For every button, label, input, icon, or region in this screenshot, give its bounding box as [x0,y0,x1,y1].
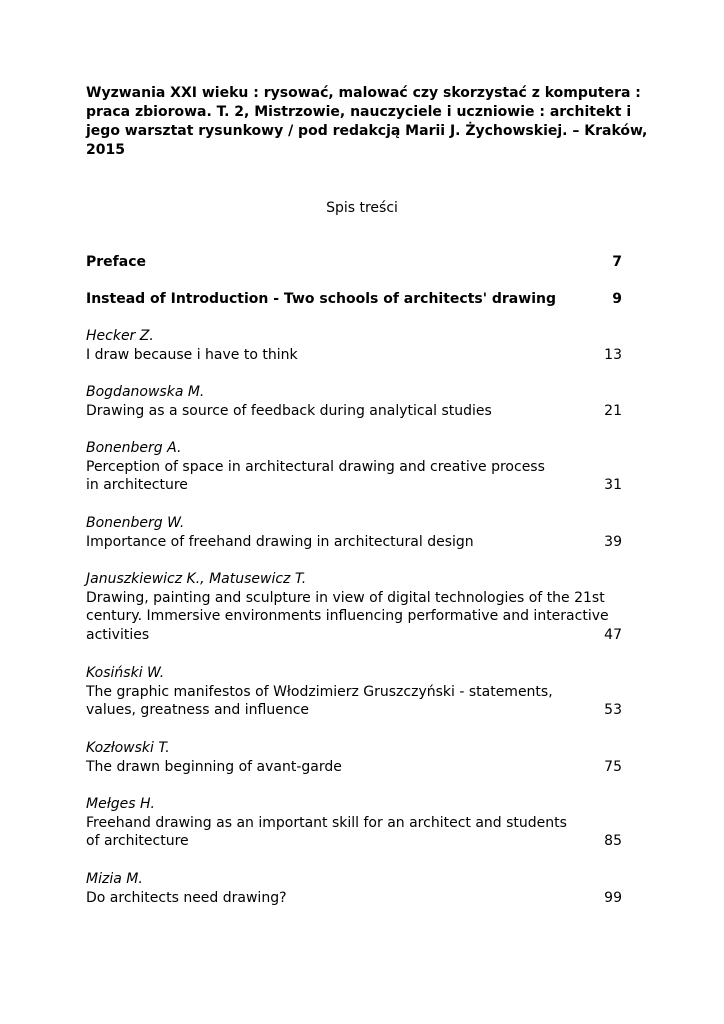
entry-page-number: 99 [604,889,622,906]
toc-entry [86,870,622,907]
entry-author: Hecker Z. [86,328,154,344]
toc-title: Spis treści [326,200,398,216]
entry-author: Mełges H. [86,796,155,812]
entry-title-line: Drawing as a source of feedback during analytical studies 21 [86,402,622,419]
entry-page-number: 13 [604,346,622,363]
entry-author: Kozłowski T. [86,740,170,756]
entry-title-line: Importance of freehand drawing in architectural design 39 [86,533,622,550]
header-line: Wyzwania XXI wieku : rysować, malować czy skorzystać z komputera : [86,85,641,101]
entry-author: Januszkiewicz K., Matusewicz T. [86,571,307,587]
toc-entry [86,795,622,851]
entry-title-line: Do architects need drawing? 99 [86,889,622,906]
entry-page-number: 75 [604,758,622,775]
entry-page-number: 85 [604,833,622,850]
entry-title-line: Freehand drawing as an important skill for an architect and students [86,814,567,831]
toc-entry [86,253,622,272]
entry-title-line: Preface 7 [86,254,622,270]
entry-author: Bonenberg W. [86,515,185,531]
header-line: 2015 [86,142,125,158]
entry-page-number: 31 [604,477,622,494]
toc-entry [86,514,622,551]
entry-title-line: Perception of space in architectural drawing and creative process [86,458,545,475]
entry-author: Bogdanowska M. [86,384,205,400]
entry-title-line: in architecture 31 [86,477,622,494]
header-line: praca zbiorowa. T. 2, Mistrzowie, nauczyciele i uczniowie : architekt i [86,104,632,120]
toc-entry [86,739,622,776]
header-line: jego warsztat rysunkowy / pod redakcją Marii J. Żychowskiej. – Kraków, [86,123,648,139]
bibliographic-header [86,84,646,160]
entry-title-line: of architecture 85 [86,833,622,850]
entry-title-line: The drawn beginning of avant-garde 75 [86,758,622,775]
toc-entry [86,439,622,495]
toc-entry [86,664,622,720]
toc-entry [86,290,622,309]
entry-page-number: 47 [604,627,622,644]
entry-page-number: 39 [604,533,622,550]
entry-page-number: 9 [612,291,622,307]
entry-title-line: I draw because i have to think 13 [86,346,622,363]
entry-title-line: Drawing, painting and sculpture in view of digital technologies of the 21st [86,589,605,606]
entry-author: Kosiński W. [86,665,165,681]
toc-entry [86,327,622,364]
entry-title-line: values, greatness and influence 53 [86,702,622,719]
toc-entry [86,570,622,645]
entry-page-number: 21 [604,402,622,419]
entry-title-line: The graphic manifestos of Włodzimierz Gruszczyński - statements, [86,683,553,700]
entry-author: Mizia M. [86,871,143,887]
entry-page-number: 7 [612,254,622,270]
toc-entry [86,383,622,420]
entry-page-number: 53 [604,702,622,719]
entry-title-line: Instead of Introduction - Two schools of architects' drawing 9 [86,291,622,307]
entry-author: Bonenberg A. [86,440,182,456]
entry-title-line: century. Immersive environments influencing performative and interactive [86,608,609,625]
entry-title-line: activities 47 [86,627,622,644]
